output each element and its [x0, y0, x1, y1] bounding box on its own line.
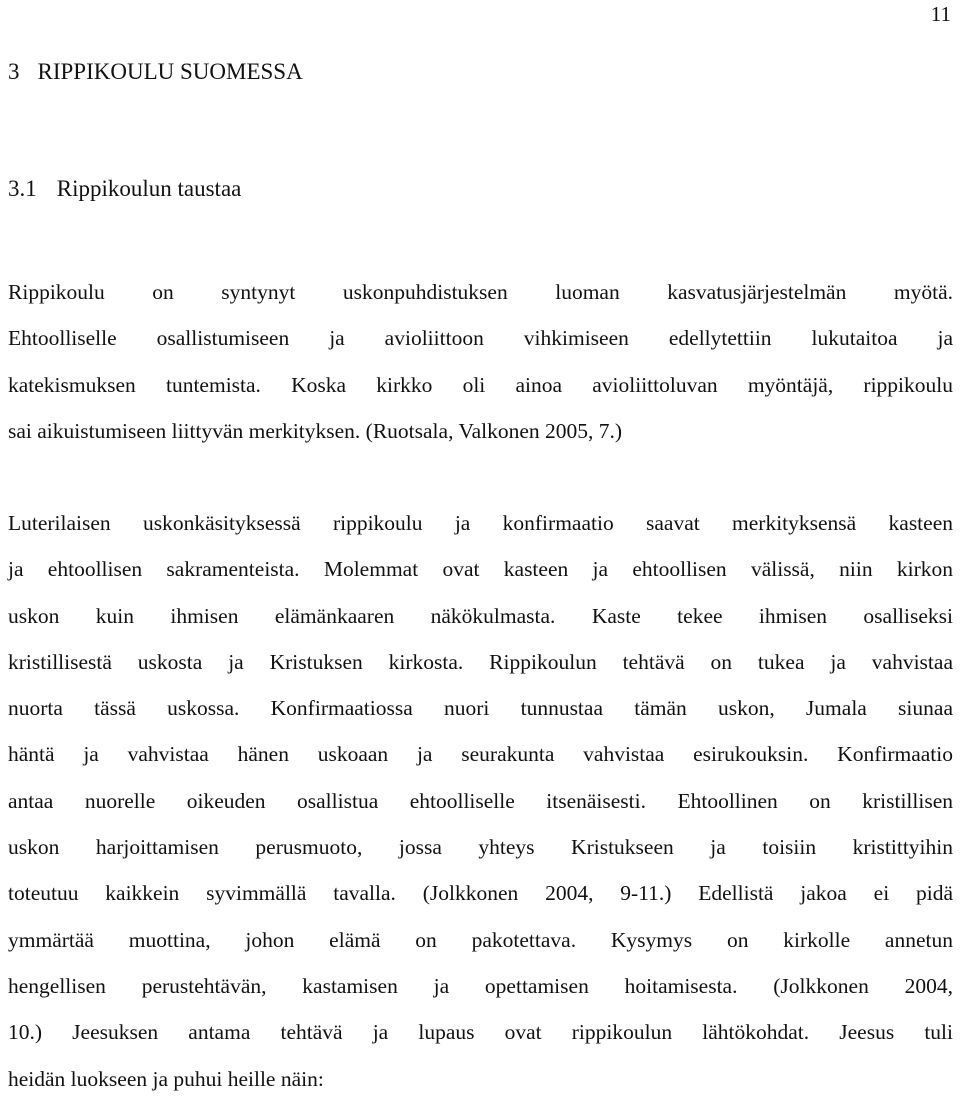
- paragraph-line: antaa nuorelle oikeuden osallistua ehtoolliselle itsenäisesti. Ehtoollinen on kristillisen: [8, 788, 953, 813]
- paragraph-line: ymmärtää muottina, johon elämä on pakotettava. Kysymys on kirkolle annetun: [8, 927, 953, 952]
- section-title: Rippikoulun taustaa: [56, 176, 242, 201]
- paragraph-1: [8, 269, 953, 454]
- paragraph-line: häntä ja vahvistaa hänen uskoaan ja seurakunta vahvistaa esirukouksin. Konfirmaatio: [8, 742, 953, 767]
- paragraph-line: sai aikuistumiseen liittyvän merkityksen. (Ruotsala, Valkonen 2005, 7.): [8, 418, 623, 443]
- paragraph-line: Rippikoulu on syntynyt uskonpuhdistuksen luoman kasvatusjärjestelmän myötä.: [8, 280, 953, 304]
- paragraph-line: katekismuksen tuntemista. Koska kirkko oli ainoa avioliittoluvan myöntäjä, rippikoulu: [8, 372, 953, 397]
- paragraph-line: Ehtoolliselle osallistumiseen ja avioliittoon vihkimiseen edellytettiin lukutaitoa ja: [8, 326, 953, 351]
- paragraph-line: 10.) Jeesuksen antama tehtävä ja lupaus ovat rippikoulun lähtökohdat. Jeesus tuli: [8, 1020, 953, 1045]
- paragraph-line: heidän luokseen ja puhui heille näin:: [8, 1066, 324, 1091]
- page-number: 11: [930, 2, 951, 26]
- paragraph-line: nuorta tässä uskossa. Konfirmaatiossa nuori tunnustaa tämän uskon, Jumala siunaa: [8, 696, 953, 721]
- section-number: 3.1: [8, 176, 37, 201]
- paragraph-line: Luterilaisen uskonkäsityksessä rippikoulu ja konfirmaatio saavat merkityksensä kasteen: [8, 511, 953, 535]
- chapter-number: 3: [8, 59, 20, 84]
- paragraph-2: [8, 500, 953, 1102]
- chapter-title: RIPPIKOULU SUOMESSA: [37, 59, 303, 84]
- paragraph-line: ja ehtoollisen sakramenteista. Molemmat ovat kasteen ja ehtoollisen välissä, niin kirkon: [8, 557, 953, 582]
- section-heading: [8, 175, 241, 203]
- paragraph-line: uskon kuin ihmisen elämänkaaren näkökulmasta. Kaste tekee ihmisen osalliseksi: [8, 603, 953, 628]
- paragraph-line: uskon harjoittamisen perusmuoto, jossa yhteys Kristukseen ja toisiin kristittyihin: [8, 835, 953, 860]
- chapter-heading: [8, 58, 303, 86]
- paragraph-line: kristillisestä uskosta ja Kristuksen kirkosta. Rippikoulun tehtävä on tukea ja vahvistaa: [8, 649, 953, 674]
- paragraph-line: hengellisen perustehtävän, kastamisen ja opettamisen hoitamisesta. (Jolkkonen 2004,: [8, 973, 953, 998]
- paragraph-line: toteutuu kaikkein syvimmällä tavalla. (Jolkkonen 2004, 9-11.) Edellistä jakoa ei pidä: [8, 881, 953, 906]
